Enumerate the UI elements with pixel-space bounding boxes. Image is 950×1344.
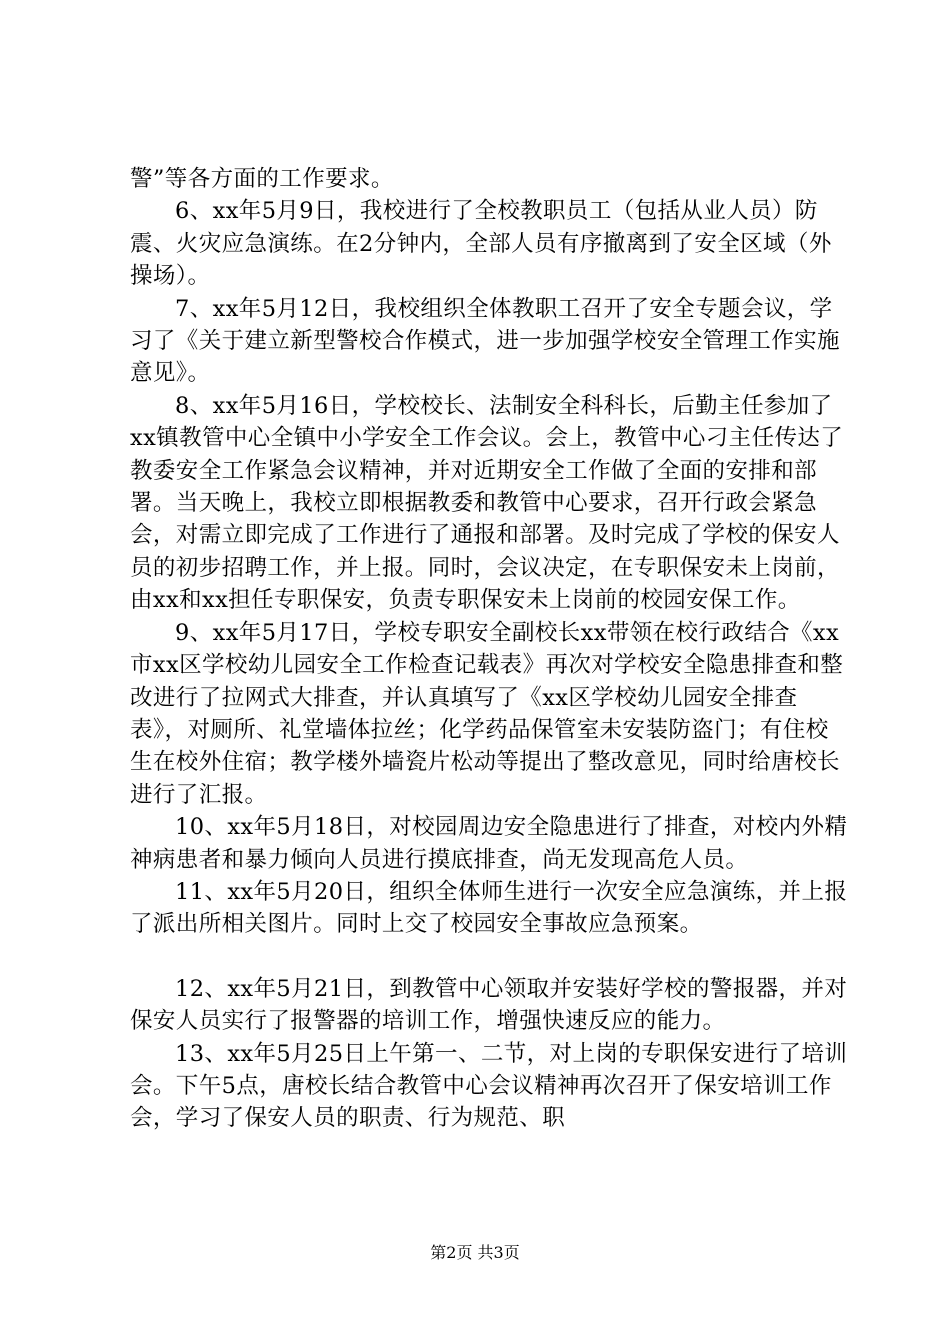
paragraph-item-11: 11、xx年5月20日，组织全体师生进行一次安全应急演练，并上报了派出所相关图片。同时上交了校园安全事故应急预案。 <box>130 878 848 938</box>
paragraph-continuation: 警”等各方面的工作要求。 <box>130 166 394 192</box>
page-footer: 第2页 共3页 <box>430 1243 520 1262</box>
paragraph-item-10: 10、xx年5月18日，对校园周边安全隐患进行了排查，对校内外精神病患者和暴力倾向人员进行摸底排查，尚无发现高危人员。 <box>130 814 848 873</box>
paragraph-item-9: 9、xx年5月17日，学校专职安全副校长xx带领在校行政结合《xx市xx区学校幼儿园安全工作检查记载表》再次对学校安全隐患排查和整改进行了拉网式大排查，并认真填写了《xx区学校幼儿园安全排查表》，对厕所、礼堂墙体拉丝；化学药品保管室未安装防盗门；有住校生在校外住宿；教学楼外墙瓷片松动等提出了整改意见，同时给唐校长进行了汇报。 <box>130 619 844 808</box>
paragraph-item-7: 7、xx年5月12日，我校组织全体教职工召开了安全专题会议，学习了《关于建立新型警校合作模式，进一步加强学校安全管理工作实施意见》。 <box>130 295 840 387</box>
paragraph-item-13: 13、xx年5月25日上午第一、二节，对上岗的专职保安进行了培训会。下午5点，唐校长结合教管中心会议精神再次召开了保安培训工作会，学习了保安人员的职责、行为规范、职 <box>130 1040 848 1132</box>
document-body <box>130 163 850 1135</box>
paragraph-item-12: 12、xx年5月21日，到教管中心领取并安装好学校的警报器，并对保安人员实行了报警器的培训工作，增强快速反应的能力。 <box>130 975 848 1035</box>
paragraph-item-8: 8、xx年5月16日，学校校长、法制安全科科长，后勤主任参加了xx镇教管中心全镇中小学安全工作会议。会上，教管中心刁主任传达了教委安全工作紧急会议精神，并对近期安全工作做了全面的安排和部署。当天晚上，我校立即根据教委和教管中心要求，召开行政会紧急会，对需立即完成了工作进行了通报和部署。及时完成了学校的保安人员的初步招聘工作，并上报。同时，会议决定，在专职保安未上岗前，由xx和xx担任专职保安，负责专职保安未上岗前的校园安保工作。 <box>130 392 844 614</box>
paragraph-item-6: 6、xx年5月9日，我校进行了全校教职员工（包括从业人员）防震、火灾应急演练。在2分钟内，全部人员有序撤离到了安全区域（外操场）。 <box>130 198 832 290</box>
